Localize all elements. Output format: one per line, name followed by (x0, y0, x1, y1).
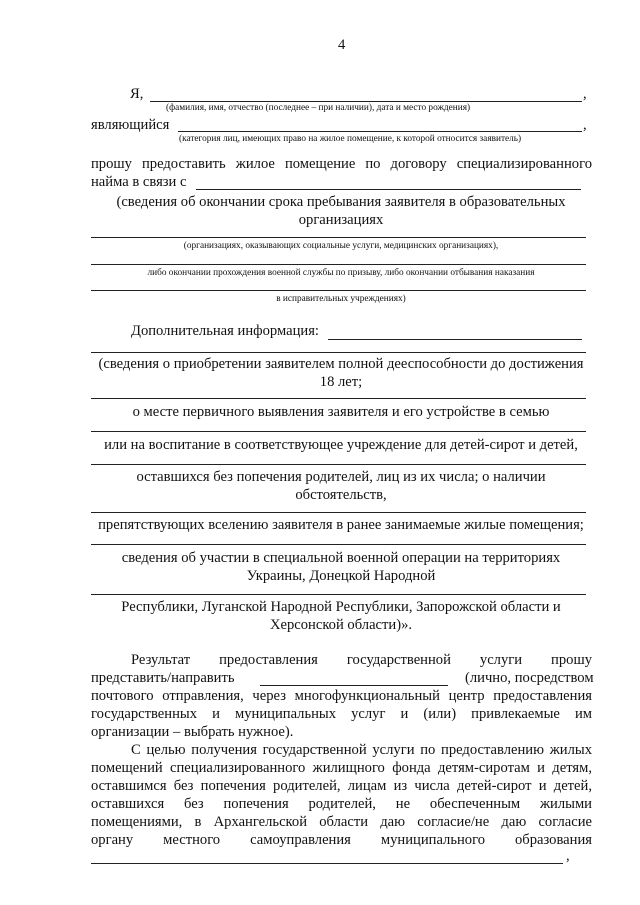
result-line-4: государственных и муниципальных услуг и (или) привлекаемые им (91, 706, 592, 722)
additional-caption: сведения об участии в специальной военной операции на территориях (121, 550, 561, 566)
additional-caption: обстоятельств, (295, 487, 387, 503)
result-line-5: организации – выбрать нужное). (91, 724, 294, 740)
request-small-caption-2: либо окончании прохождения военной службы по призыву, либо окончании отбывания наказания (147, 268, 535, 278)
additional-field-line-8[interactable] (91, 594, 586, 595)
additional-caption: Республики, Луганской Народной Республики, Запорожской области и (121, 599, 561, 615)
result-line-2b: (лично, посредством (465, 670, 594, 686)
name-caption: (фамилия, имя, отчество (последнее – при наличии), дата и место рождения) (166, 103, 471, 113)
additional-field-line-5[interactable] (91, 464, 586, 465)
additional-field-line-7[interactable] (91, 544, 586, 545)
consent-line-1: С целью получения государственной услуги по предоставлению жилых (131, 742, 592, 758)
result-line-1: Результат предоставления государственной услуги прошу (131, 652, 592, 668)
additional-caption: оставшихся без попечения родителей, лиц из их числа; о наличии (136, 469, 546, 485)
request-small-caption-1: (организациях, оказывающих социальные услуги, медицинских организациях), (183, 241, 499, 251)
additional-field-line-3[interactable] (91, 398, 586, 399)
reason-field-line-2[interactable] (91, 237, 586, 238)
additional-caption: препятствующих вселению заявителя в ранее занимаемые жилые помещения; (98, 517, 584, 533)
additional-field-line-2[interactable] (91, 352, 586, 353)
being-label: являющийся (91, 117, 170, 133)
consent-line-5: помещениями, в Архангельской области даю согласие/не даю согласие (91, 814, 592, 830)
additional-caption: о месте первичного выявления заявителя и его устройстве в семью (132, 404, 550, 420)
request-caption-1: (сведения об окончании срока пребывания заявителя в образовательных (116, 194, 566, 210)
request-small-caption-3: в исправительных учреждениях) (276, 294, 406, 304)
result-line-3: почтового отправления, через многофункциональный центр предоставления (91, 688, 592, 704)
reason-field-line-4[interactable] (91, 290, 586, 291)
consent-line-6: органу местного самоуправления муниципального образования (91, 832, 592, 848)
additional-field-line-6[interactable] (91, 512, 586, 513)
applicant-pronoun: Я, (130, 86, 144, 102)
request-caption-2: организациях (298, 212, 384, 228)
consent-line-4: оставшихся без попечения родителей, не обеспеченным жилыми (91, 796, 592, 812)
delivery-method-field-line[interactable] (260, 685, 448, 686)
municipality-field-line[interactable] (91, 863, 563, 864)
additional-caption: Украины, Донецкой Народной (246, 568, 436, 584)
name-field-line[interactable] (150, 101, 582, 102)
additional-field-line[interactable] (328, 339, 582, 340)
additional-label: Дополнительная информация: (131, 323, 319, 339)
category-field-line[interactable] (178, 131, 582, 132)
additional-field-line-4[interactable] (91, 431, 586, 432)
category-line-comma: , (583, 117, 587, 133)
page-number: 4 (338, 37, 346, 53)
request-line-1: прошу предоставить жилое помещение по договору специализированного (91, 156, 592, 172)
result-line-2: представить/направить (91, 670, 235, 686)
consent-line-3: оставшимся без попечения родителей, лицам из числа детей-сирот и детей, (91, 778, 592, 794)
additional-caption: или на воспитание в соответствующее учреждение для детей-сирот и детей, (104, 437, 578, 453)
consent-trailing-comma: , (566, 848, 570, 864)
name-line-comma: , (583, 86, 587, 102)
reason-field-line-3[interactable] (91, 264, 586, 265)
consent-line-2: помещений специализированного жилищного фонда детям-сиротам и детям, (91, 760, 592, 776)
request-line-2: найма в связи с (91, 174, 187, 190)
additional-caption: 18 лет; (319, 374, 363, 390)
additional-caption: (сведения о приобретении заявителем полной дееспособности до достижения (98, 356, 584, 372)
reason-field-line[interactable] (196, 189, 581, 190)
additional-caption: Херсонской области)». (269, 617, 413, 633)
category-caption: (категория лиц, имеющих право на жилое помещение, к которой относится заявитель) (179, 134, 522, 144)
